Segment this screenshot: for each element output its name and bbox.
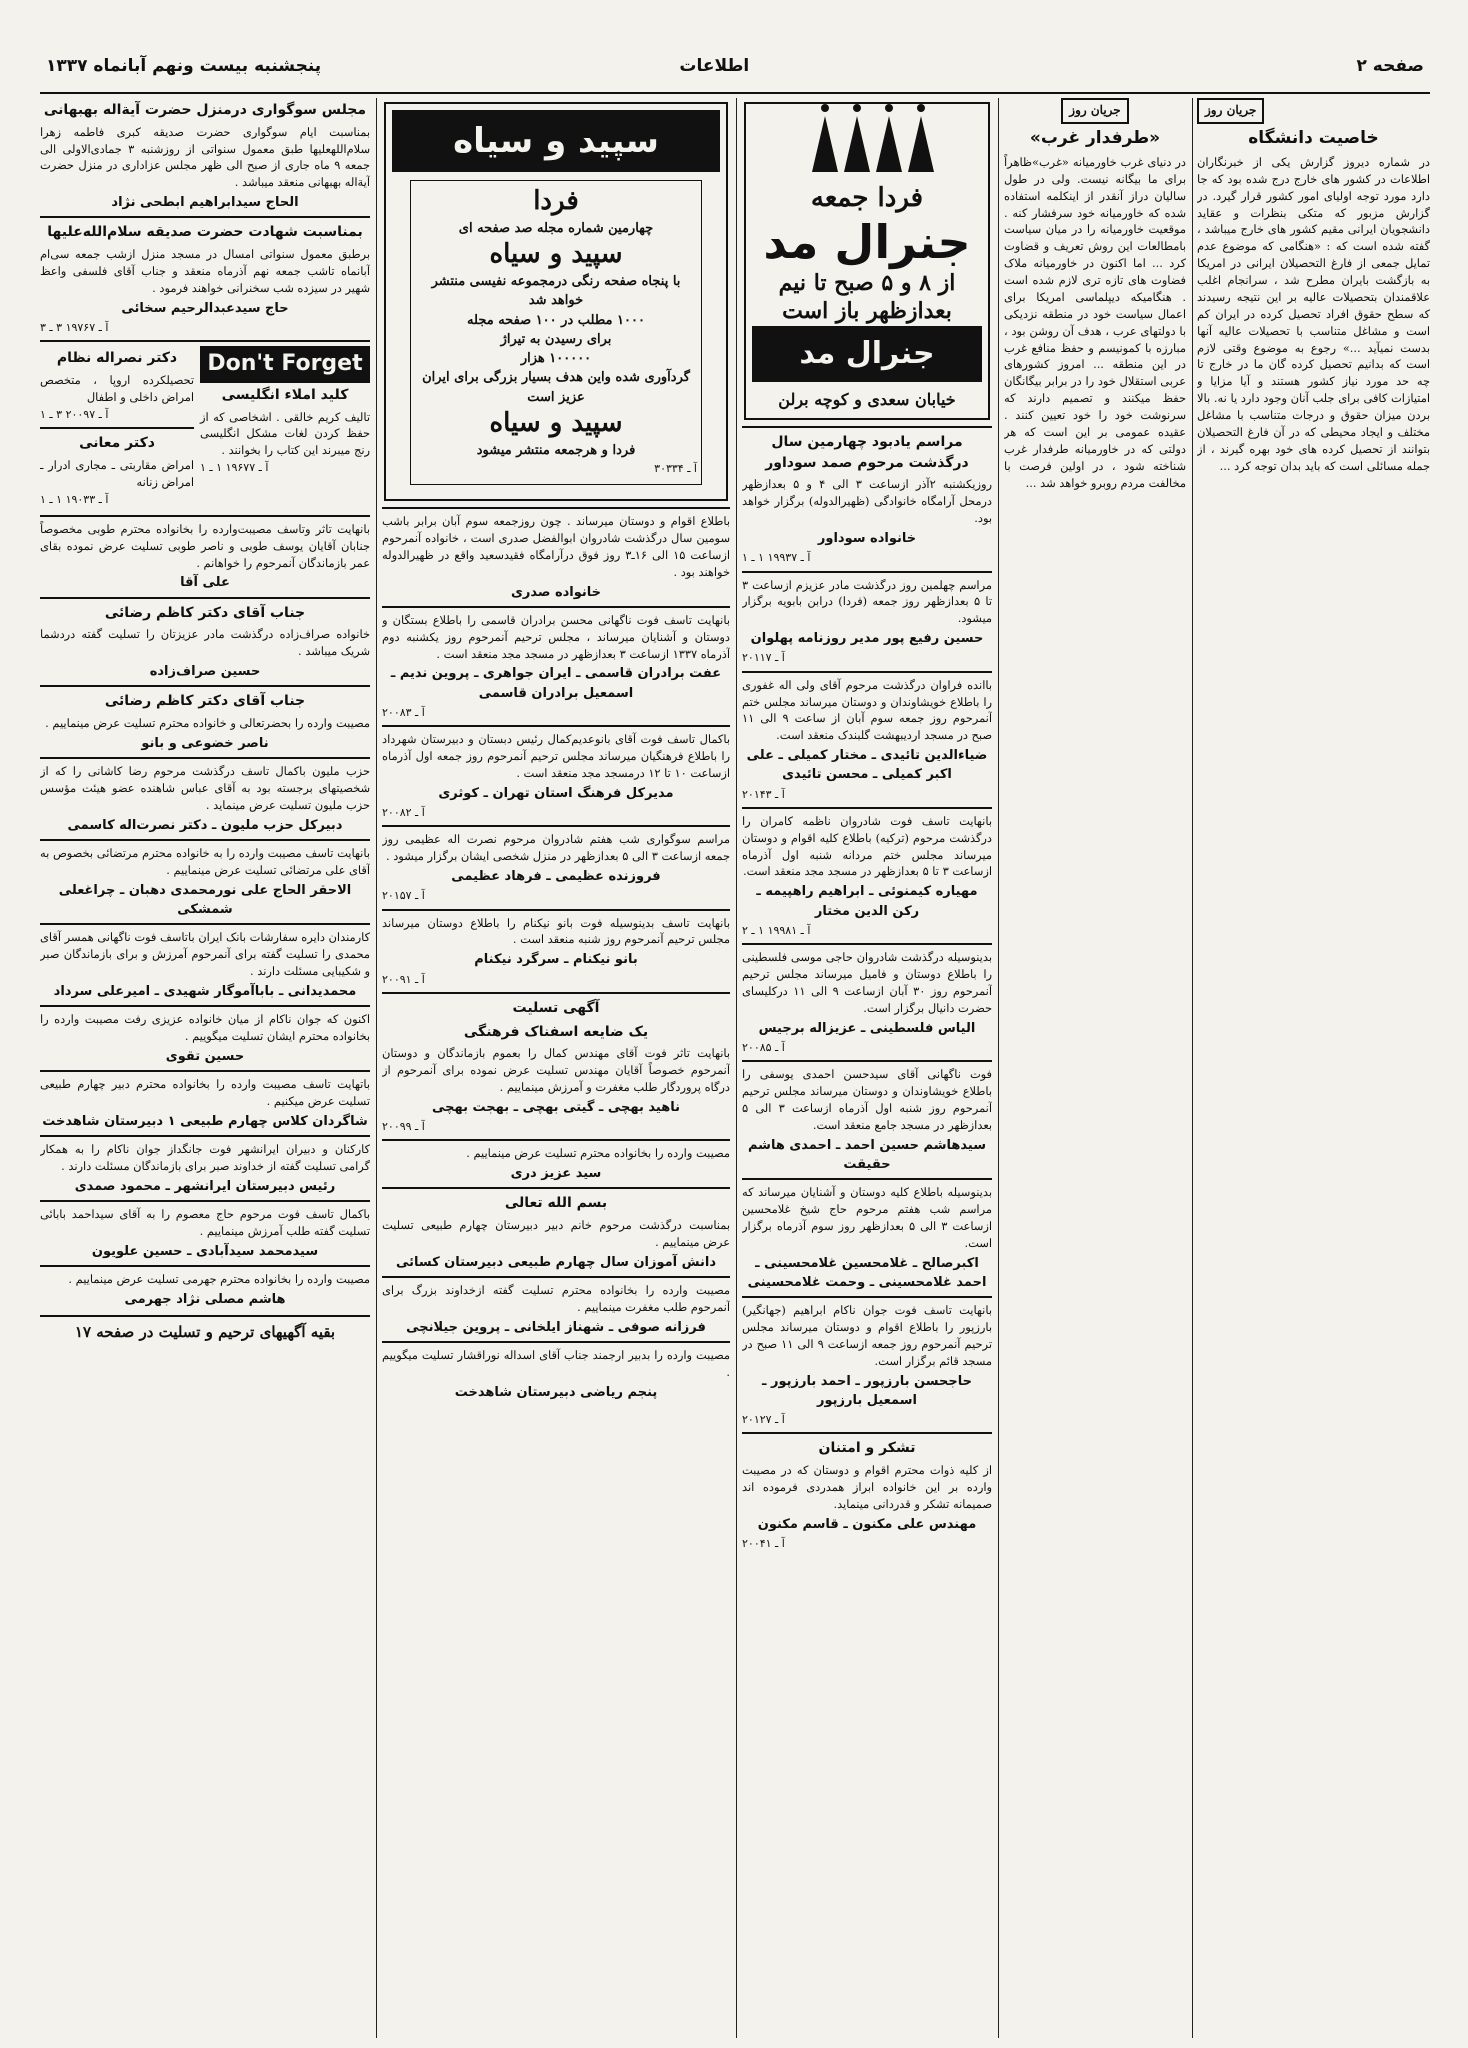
notice-body: بانهایت تاثر وتاسف مصیبت‌وارده را بخانواده محترم طوبی مخصوصاً جنابان آقایان یوسف طوبی و ناصر طوبی تسلیت عرض نموده بقای عمر بازماندگان آنمرحوم را خواهانم . (40, 521, 370, 570)
notice-title: تشکر و امتنان (818, 1440, 916, 1457)
ad-address: خیابان سعدی و کوچه برلن (778, 390, 956, 410)
notice-body: برطبق معمول سنواتی امسال در مسجد منزل ازشب جمعه سی‌ام آبانماه تاشب جمعه نهم آذرماه منعقد و جناب آقای فلسفی واعظ شهیر در سیزده شب سخنرانی خواهند فرمود . (40, 247, 370, 295)
notice-body: مصیبت وارده را بحضرتعالی و خانواده محترم تسلیت عرض مینماییم . (45, 716, 370, 731)
notices-column-5 (40, 98, 370, 2038)
notice-signature: دبیرکل حزب ملیون ـ دکتر نصرت‌اله کاسمی (67, 817, 343, 833)
ad-line: گردآوری شده واین هدف بسیار بزرگی برای ایران عزیز است (422, 370, 690, 405)
notice-body: مراسم سوگواری شب هفتم شادروان مرحوم نصرت اله عظیمی روز جمعه ازساعت ۳ الی ۵ بعدازظهر در منزل شخصی ایشان برگزار میشود . (382, 832, 730, 864)
column-divider (376, 98, 377, 2038)
notice-signature: علی آقا (180, 575, 230, 591)
notice-title: مراسم یادبود چهارمین سال درگذشت مرحوم صمد سوداور (765, 433, 969, 471)
doctor-title: دکتر معانی (79, 435, 155, 452)
notice-signature: الاحقر الحاج علی نورمحمدی دهبان ـ چراغعلی شمشکی (58, 882, 352, 917)
book-ad-body: تالیف کریم خالقی . اشخاصی که از حفظ کردن لغات مشکل انگلیسی رنج میبرند این کتاب را بخوانند . (200, 409, 370, 458)
notice-body: بانهایت تاسف فوت جوان ناکام ابراهیم (جهانگیر) بارزپور را باطلاع اقوام و دوستان میرساند مجلس ترحیم آنمرحوم روز جمعه ازساعت ۹ الی ۱۱ صبح در مسجد قائم برگزار است. (742, 1303, 992, 1368)
notice-signature: مهیاره کیمنوئی ـ ابراهیم راهپیمه ـ رکن الدین مختار (756, 884, 978, 919)
notice-code: آ ـ ۲۰۰۹۱ (382, 972, 425, 986)
page-number: صفحه ۲ (1356, 56, 1424, 76)
notice-body: بدینوسیله باطلاع کلیه دوستان و آشنایان میرساند که مراسم شب هفتم مرحوم حاج شیخ غلامحسین ازساعت ۳ الی ۵ بعدازظهر روز سوم آذرماه برگزار است. (742, 1185, 992, 1250)
issue-date: پنجشنبه بیست ونهم آبانماه ۱۳۳۷ (46, 56, 322, 76)
ad-line: با پنجاه صفحه رنگی درمجموعه نفیسی منتشر خواهد شد (431, 274, 681, 309)
notice-signature: سیدهاشم حسین احمد ـ احمدی هاشم حقیقت (747, 1137, 987, 1172)
notice-body: بدینوسیله درگذشت شادروان حاجی موسی فلسطینی را باطلاع دوستان و فامیل میرساند مجلس ترحیم آنمرحوم روز ۳۰ آبان ازساعت ۹ الی ۱۱ درکلیسای حضرت دانیال برگزار است. (742, 950, 992, 1015)
notice-code: آ ـ ۲۰۱۴۳ (742, 787, 785, 801)
notice-code: آ ـ ۱۹۷۶۷ ۳ ـ ۳ (40, 321, 109, 335)
notice-code: آ ـ ۲۰۱۵۷ (382, 889, 425, 903)
commentary-body: در دنیای غرب خاورمیانه «غرب»ظاهراً برای ما بیگانه نیست. ولی در طول سالیان دراز آنقدر از اینکلمه استفاده شده که خاورمیانه خود سرفشار کنه . موقعیت خاورمیانه را در میان سیاست بامطالعات این روش تعریف و قضاوت کرد ... اما اکنون در خاورمیانه ملاک فضاوت های تازه تری لازم شده است . هنگامیکه دیپلماسی امریکا برای اعمال سیاست خود در منطقه نزدیکی با دولتهای عرب ، هدف آن روشن بود ، مبارزه با کمونیسم و حفظ منافع غرب در این منطقه ... امروز کشورهای عربی استقلال خود را در برابر بیگانگان حفظ میکنند و تصمیم دارند که سرنوشت خود را خود تعیین کنند . عقیده عمومی بر این است که هر دولتی که در خاورمیانه طرفدار غرب شناخته شود ، در اولین فرصت با مخالفت مردم روبرو خواهد شد ... (1004, 154, 1186, 490)
notice-body: مراسم چهلمین روز درگذشت مادر عزیزم ازساعت ۳ تا ۵ بعدازظهر روز جمعه (فردا) درابن بابویه برگزار میشود. (742, 577, 992, 626)
notice-signature: الیاس فلسطینی ـ عزیزاله برجیس (758, 1020, 976, 1036)
continued-note: بقیه آگهیهای ترحیم و تسلیت در صفحه ۱۷ (40, 1315, 370, 1343)
notice-body: مصیبت وارده را بدبیر ارجمند جناب آقای اسداله نوراقشار تسلیت میگوییم . (382, 1348, 730, 1380)
notice-body: روزیکشنبه ۲آذر ازساعت ۳ الی ۴ و ۵ بعدازظهر درمحل آرامگاه خانوادگی (ظهیرالدوله) برگزار خواهد بود. (742, 477, 992, 526)
notice-body: اکنون که جوان ناکام از میان خانواده عزیزی رفت مصیبت وارده را بخانواده محترم ایشان تسلیت میگوییم . (40, 1012, 370, 1043)
notice-title: جناب آقای دکتر کاظم رضائی (104, 693, 306, 710)
doctor-title: دکتر نصراله نظام (56, 350, 178, 367)
notice-signature: حاجحسن بارزپور ـ احمد بارزپور ـ اسمعیل بارزپور (762, 1373, 972, 1408)
notice-signature: ضیاءالدین تائیدی ـ مختار کمیلی ـ علی اکبر کمیلی ـ محسن تائیدی (746, 748, 988, 783)
notice-code: آ ـ ۲۰۰۴۱ (742, 1536, 785, 1550)
notice-body: خانواده صراف‌زاده درگذشت مادر عزیزتان را تسلیت گفته دردشما شریک میباشد . (40, 627, 370, 659)
notice-signature: مهندس علی مکنون ـ قاسم مکنون (757, 1516, 977, 1532)
notice-body: باکمال تاسف فوت مرحوم حاج معصوم را به آقای سیداحمد بابائی تسلیت گفته طلب آمرزش مینماییم . (40, 1207, 370, 1238)
notice-body: از کلیه ذوات محترم اقوام و دوستان که در مصیبت وارده بر این خانواده ابراز همدردی فرموده اند صمیمانه تشکر و قدردانی مینماید. (742, 1462, 992, 1511)
editorial-title: خاصیت دانشگاه (1248, 127, 1379, 148)
notice-signature: ناهید بهچی ـ گیتی بهچی ـ بهجت بهچی (431, 1099, 681, 1115)
ad-line: چهارمین شماره مجله صد صفحه ای (458, 221, 654, 237)
notice-body: مصیبت وارده را بخانواده محترم تسلیت عرض مینماییم . (466, 1146, 730, 1161)
notice-signature: اکبرصالح ـ غلامحسین غلامحسینی ـ احمد غلامحسینی ـ وحمت غلامحسینی (747, 1255, 987, 1290)
ad-day: فردا جمعه (810, 183, 924, 213)
magazine-logo: سپید و سیاه (392, 110, 720, 172)
notice-signature: حسین تقوی (165, 1048, 245, 1064)
dont-forget-banner: Don't Forget (200, 346, 370, 383)
notice-code: آ ـ ۱۹۶۷۷ ۱ ـ ۱ (200, 461, 269, 475)
notice-body: کارکنان و دبیران ایرانشهر فوت جانگداز جوان ناکام را به همکار گرامی تسلیت گفته از خداوند صبر برای بازماندگان مسئلت دارند . (40, 1142, 370, 1173)
notice-signature: رئیس دبیرستان ایرانشهر ـ محمود صمدی (74, 1178, 336, 1194)
notice-body: باانده فراوان درگذشت مرحوم آقای ولی اله غفوری را باطلاع خویشاوندان و دوستان میرساند مجلس ختم آنمرحوم روز جمعه سوم آبان از ساعت ۹ الی ۱۱ صبح در مسجد اردیبهشت گلبندک منعقد است. (742, 677, 992, 743)
doctor-ad-body: تحصیلکرده اروپا ، متخصص امراض داخلی و اطفال (40, 373, 194, 404)
ad-line: ۱۰۰۰ مطلب در ۱۰۰ صفحه مجله (467, 312, 645, 328)
notice-body: مصیبت وارده را بخانواده محترم جهرمی تسلیت عرض مینماییم . (68, 1272, 370, 1287)
notice-title: جناب آقای دکتر کاظم رضائی (104, 604, 306, 621)
ad-day: فردا (533, 186, 579, 217)
notice-signature: عفت برادران قاسمی ـ ایران جواهری ـ پروین ندیم ـ اسمعیل برادران قاسمی (390, 666, 722, 701)
notice-signature: محمدیدانی ـ باباآموگار شهیدی ـ امیرعلی سرداد (53, 983, 357, 999)
notice-title: آگهی تسلیت (512, 999, 600, 1016)
ad-line: برای رسیدن به تیراژ (500, 331, 612, 347)
ad-hours: از ۸ و ۵ صبح تا نیم بعدازظهر باز است (778, 269, 956, 325)
notice-code: آ ـ ۲۰۱۲۷ (742, 1413, 785, 1426)
general-mode-ad (744, 102, 990, 420)
notice-signature: سیدمحمد سیدآبادی ـ حسین علویون (91, 1243, 319, 1259)
ad-brand-name: جنرال مد (763, 214, 971, 269)
doctor-ad-body: امراض مقاربتی ـ مجاری ادرار ـ امراض زنانه (40, 457, 194, 489)
notice-signature: شاگردان کلاس چهارم طبیعی ۱ دبیرستان شاهدخت (42, 1113, 368, 1129)
notice-body: باتهایت تاسف مصیبت وارده را بخانواده محترم دبیر چهارم طبیعی تسلیت عرض میکنیم . (40, 1077, 370, 1108)
notice-signature: ناصر خضوعی و بانو (141, 735, 269, 751)
notice-signature: سید عزیز دری (510, 1166, 602, 1182)
column-divider (1192, 98, 1193, 2038)
notice-code: آ ـ ۲۰۰۸۲ (382, 806, 425, 820)
notice-body: بمناسبت درگذشت مرحوم خانم دبیر دبیرستان چهارم طبیعی تسلیت عرض مینماییم . (382, 1218, 730, 1250)
notice-code: آ ـ ۱۹۹۸۱ ۱ ـ ۲ (742, 923, 811, 937)
notice-body: بمناسبت ایام سوگواری حضرت صدیقه کبری فاطمه زهرا سلام‌اللهعلیها طبق معمول سنواتی از روزشنبه ۳ جمادی‌الاولی الی جمعه ۹ ماه جاری از صبح الی ظهر مجلس عزاداری در منزل حضرت آیةاله بهبهانی منعقد میباشد . (40, 124, 370, 190)
notice-signature: مدیرکل فرهنگ استان تهران ـ کوثری (438, 785, 674, 801)
notice-body: بانهایت تاثر فوت آقای مهندس کمال را بعموم بازماندگان و دوستان آنمرحوم خصوصاً آقایان مهندس تسلیت عرض نموده برای آنمرحوم از درگاه پروردگار طلب مغفرت و آمرزش مینماییم . (382, 1046, 730, 1094)
sepid-siah-ad (384, 102, 728, 501)
editorial-column (1197, 98, 1430, 2038)
notices-column-3 (742, 98, 992, 2038)
notice-code: آ ـ ۱۹۰۳۳ ۱ ـ ۱ (40, 492, 109, 506)
notice-signature: حاج سیدعبدالرحیم سخائی (121, 300, 289, 316)
notice-signature: فرزانه صوفی ـ شهناز ایلخانی ـ پروین جیلانچی (406, 1319, 706, 1335)
notice-subtitle: یک ضایعه اسفناک فرهنگی (463, 1023, 649, 1040)
notice-code: آ ـ ۲۰۰۸۳ (382, 705, 425, 719)
commentary-column (1004, 98, 1186, 2038)
commentary-title: «طرفدار غرب» (1029, 127, 1161, 148)
notices-column-4 (382, 98, 730, 2038)
notice-signature: فروزنده عظیمی ـ فرهاد عظیمی (451, 869, 661, 885)
notice-body: بانهایت تاسف فوت ناگهانی محسن برادران قاسمی را باطلاع بستگان و دوستان و آشنایان میرساند ، مجلس ترحیم آنمرحوم روز یکشنبه دوم آذرماه ۱۳۳۷ ازساعت ۳ بعدازظهر در مسجد مجد منعقد است . (382, 612, 730, 661)
notice-signature: الحاج سیدابراهیم ابطحی نژاد (111, 195, 299, 211)
notice-title: بمناسبت شهادت حضرت صدیقه سلام‌الله‌علیها (47, 224, 363, 241)
notice-code: آ ـ ۲۰۰۸۵ (742, 1040, 785, 1054)
column-tag: جریان روز (1197, 98, 1264, 124)
notice-body: کارمندان دایره سفارشات بانک ایران باتاسف فوت ناگهانی همسر آقای محمدی را تسلیت گفته برای آنمرحوم آمرزش و برای بازماندگان صبر و شکیبایی مسئلت دارند . (40, 930, 370, 978)
notice-signature: پنجم ریاضی دبیرستان شاهدخت (454, 1384, 658, 1400)
notice-signature: خانواده سوداور (817, 531, 917, 546)
column-divider (736, 98, 737, 2038)
notice-signature: حسین رفیع پور مدیر روزنامه پهلوان (750, 631, 984, 647)
notice-title: مجلس سوگواری درمنزل حضرت آیةاله بهبهانی (43, 102, 367, 118)
notice-code: آ ـ ۱۹۹۳۷ ۱ ـ ۱ (742, 551, 811, 565)
ad-magazine-name: سپید و سیاه (489, 407, 623, 438)
ad-magazine-name: سپید و سیاه (489, 239, 623, 270)
notice-code: آ ـ ۲۰۱۱۷ (742, 651, 785, 665)
ad-brand-logo: جنرال مد (752, 326, 982, 382)
notice-body: بانهایت تاسف بدینوسیله فوت بانو نیکنام را باطلاع دوستان میرساند مجلس ترحیم آنمرحوم روز شنبه منعقد است . (382, 915, 730, 947)
dress-silhouettes-icon (752, 110, 982, 182)
commentary-tag: جریان روز (1061, 98, 1128, 124)
notice-body: بانهایت تاسف فوت شادروان ناظمه کامران را درگذشت مرحوم (ترکیه) باطلاع کلیه اقوام و دوستان میرساند مجلس ختم مردانه شنبه اول آذرماه ازساعت ۳ تا ۵ بعدازظهر در مسجد مجد منعقد است. (742, 813, 992, 879)
ad-line: فردا و هرجمعه منتشر میشود (476, 442, 636, 458)
notice-body: مصیبت وارده را بخانواده محترم تسلیت گفته ازخداوند بزرگ برای آنمرحوم طلب مغفرت مینماییم . (382, 1283, 730, 1315)
page-header (40, 52, 1430, 94)
notice-signature: بانو نیکنام ـ سرگرد نیکنام (474, 952, 638, 968)
ad-line: ۱۰۰۰۰۰ هزار (520, 351, 592, 367)
notice-signature: حسین صراف‌زاده (149, 664, 261, 680)
book-title: کلید املاء انگلیسی (221, 386, 349, 403)
notice-body: باطلاع اقوام و دوستان میرساند . چون روزجمعه سوم آبان برابر باشب سومین سال درگذشت شادروان ابوالفضل صدری است ، خانواده آنمرحوم ازساعت ۱۵ الی ۱۶ـ۳ روز فوق درآرامگاه فقیدسعید واقع در ظهیرالدوله خواهند بود . (382, 514, 730, 579)
notice-code: آ ـ ۲۰۰۹۹ (382, 1120, 425, 1134)
notice-signature: خانواده صدری (510, 584, 602, 600)
ad-code: آ ـ ۳۰۳۳۴ (654, 461, 697, 475)
notice-body: حزب ملیون باکمال تاسف درگذشت مرحوم رضا کاشانی را که از شخصیتهای برجسته بود به آقای عباس شاهنده عضو هیئت مؤسس حزب ملیون تسلیت عرض مینماید . (40, 764, 370, 812)
notice-body: باکمال تاسف فوت آقای بانوعدیم‌کمال رئیس دبستان و دبیرستان شهرداد را باطلاع فرهنگیان میرساند مجلس ترحیم آنمرحوم روز جمعه اول آذرماه ازساعت ۱۰ تا ۱۲ درمسجد مجد منعقد است . (382, 732, 730, 780)
editorial-body: در شماره دیروز گزارش یکی از خبرنگاران اطلاعات در کشور های خارج درج شده بود که جا دارد مورد توجه اولیای امور کشور قرار گیرد. در گزارش مزبور که متکی بنظرات و عقاید دانشجویان ایرانی مقیم کشور های خارج میباشد ، گفته شده است که : «هنگامی که موضوع عدم تمایل جمعی از فارغ التحصیلان ایرانی در امریکا به بازگشت بایران مطرح شد ، سرانجام اغلب علاقمندان بتحصیلات عالیه بر این نتیجه رسیدند که سطح حقوق افراد تحصیل کرده در ایران کم است و مشاغل متناسب با تحصیلات عالیه آنها بدست نمیآید ...» رجوع به موضوع وقتی لازم است که بدانیم تحصیل کرده گان ما در خارج تا چه حد مورد نیاز کشور هستند و آیا مزایا و امتیازات کافی برای جلب آنان وجود دارد یا نه. بالا بردن میزان حقوق و درجات متناسب با مشاغل مختلف و ایجاد محیطی که در آن فارغ التحصیلان بتوانند از تحصیل کرده های خود بهره گیرند ، از جمله مسائلی است که باید بدان توجه کرد ... (1197, 154, 1430, 473)
notice-body: بانهایت تاسف مصیبت وارده را به خانواده محترم مرتضائی بخصوص به آقای علی مرتضائی تسلیت عرض مینماییم . (40, 846, 370, 877)
notice-title: بسم الله تعالی (504, 1195, 608, 1212)
notice-body: فوت ناگهانی آقای سیدحسن احمدی یوسفی را باطلاع خویشاوندان و دوستان میرساند مجلس ترحیم آنمرحوم روز شنبه اول آذرماه ازساعت ۳ الی ۵ بعدازظهر در مسجد جامع منعقد است. (742, 1067, 992, 1132)
notice-signature: هاشم مصلی نژاد جهرمی (124, 1291, 286, 1307)
notice-signature: دانش آموزان سال چهارم طبیعی دبیرستان کسائی (395, 1254, 717, 1270)
newspaper-name: اطلاعات (679, 56, 750, 76)
notice-code: آ ـ ۲۰۰۹۷ ۳ ـ ۱ (40, 407, 109, 421)
column-divider (998, 98, 999, 2038)
